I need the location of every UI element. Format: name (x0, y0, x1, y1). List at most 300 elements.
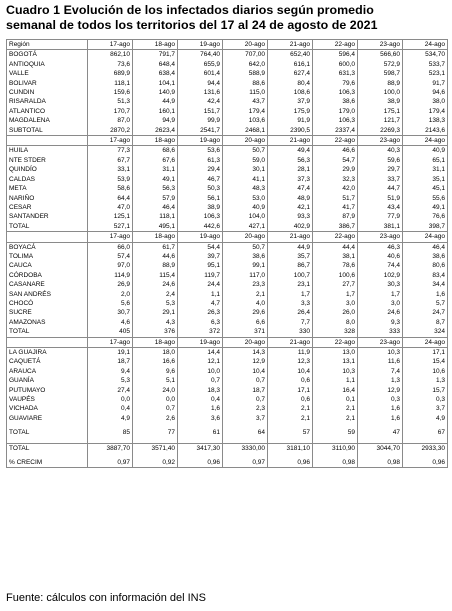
value-cell: 0,7 (223, 395, 268, 404)
value-cell: 67,7 (88, 156, 133, 165)
value-cell: 121,7 (358, 116, 403, 125)
value-cell: 2,4 (133, 290, 178, 299)
row-label: NTE STDER (7, 156, 88, 165)
value-cell: 78,6 (313, 261, 358, 270)
value-cell: 46,3 (358, 242, 403, 252)
date-header-cell: 23-ago (358, 40, 403, 50)
value-cell: 655,9 (178, 60, 223, 69)
value-cell: 23,1 (268, 280, 313, 289)
value-cell: 0,4 (88, 404, 133, 413)
value-cell: 12,1 (178, 357, 223, 366)
value-cell: 44,6 (133, 252, 178, 261)
row-label: LA GUAJIRA (7, 348, 88, 358)
date-header-cell: 20-ago (223, 136, 268, 146)
table-row (7, 348, 448, 358)
row-label: CESAR (7, 203, 88, 212)
row-label: CUNDIN (7, 88, 88, 97)
value-cell: 8,7 (403, 318, 448, 327)
value-cell: 61,7 (133, 242, 178, 252)
value-cell: 26,4 (268, 308, 313, 317)
value-cell: 330 (268, 327, 313, 337)
date-header-cell: 18-ago (133, 40, 178, 50)
value-cell: 48,3 (223, 184, 268, 193)
value-cell: 324 (403, 327, 448, 337)
date-header-cell: 19-ago (178, 232, 223, 242)
value-cell: 24,6 (358, 308, 403, 317)
value-cell: 100,6 (313, 271, 358, 280)
value-cell: 3181,10 (268, 443, 313, 453)
table-row (7, 357, 448, 366)
value-cell: 61,3 (178, 156, 223, 165)
value-cell: 104,1 (133, 79, 178, 88)
value-cell: 2,1 (268, 414, 313, 423)
table-row (7, 414, 448, 423)
value-cell: 38,9 (358, 97, 403, 106)
value-cell: 627,4 (268, 69, 313, 78)
table-row (7, 116, 448, 125)
value-cell: 600,0 (313, 60, 358, 69)
value-cell: 67,6 (133, 156, 178, 165)
value-cell: 0,0 (133, 395, 178, 404)
header-row (7, 136, 448, 146)
value-cell: 94,9 (133, 116, 178, 125)
value-cell: 18,3 (178, 386, 223, 395)
value-cell: 106,3 (313, 116, 358, 125)
date-header-cell: 22-ago (313, 232, 358, 242)
value-cell: 24,6 (133, 280, 178, 289)
value-cell: 118,1 (88, 79, 133, 88)
date-header-cell: 17-ago (88, 40, 133, 50)
value-cell: 15,7 (403, 386, 448, 395)
value-cell: 108,6 (268, 88, 313, 97)
value-cell: 6,3 (178, 318, 223, 327)
value-cell: 79,6 (313, 79, 358, 88)
value-cell: 376 (133, 327, 178, 337)
value-cell: 64 (223, 428, 268, 437)
value-cell: 140,9 (133, 88, 178, 97)
value-cell: 2870,2 (88, 126, 133, 136)
value-cell: 16,6 (133, 357, 178, 366)
value-cell: 100,7 (268, 271, 313, 280)
value-cell: 17,1 (268, 386, 313, 395)
value-cell: 652,40 (268, 50, 313, 60)
row-label: VAUPÉS (7, 395, 88, 404)
date-header-cell: 18-ago (133, 232, 178, 242)
table-row (7, 386, 448, 395)
value-cell: 3330,00 (223, 443, 268, 453)
table-row (7, 50, 448, 60)
row-label: % CRECIM (7, 458, 88, 468)
value-cell: 57 (268, 428, 313, 437)
value-cell: 1,1 (313, 376, 358, 385)
value-cell: 27,7 (313, 280, 358, 289)
value-cell: 77 (133, 428, 178, 437)
value-cell: 12,3 (268, 357, 313, 366)
date-header-cell: 24-ago (403, 40, 448, 50)
value-cell: 131,6 (178, 88, 223, 97)
value-cell: 93,3 (268, 212, 313, 221)
value-cell: 3887,70 (88, 443, 133, 453)
value-cell: 707,00 (223, 50, 268, 60)
value-cell: 527,1 (88, 222, 133, 232)
value-cell: 3,3 (268, 299, 313, 308)
value-cell: 427,1 (223, 222, 268, 232)
value-cell: 97,0 (88, 261, 133, 270)
value-cell: 631,3 (313, 69, 358, 78)
table-row (7, 184, 448, 193)
value-cell: 28,1 (268, 165, 313, 174)
value-cell: 54,4 (178, 242, 223, 252)
value-cell: 179,0 (313, 107, 358, 116)
value-cell: 791,7 (133, 50, 178, 60)
value-cell: 23,3 (223, 280, 268, 289)
value-cell: 26,9 (88, 280, 133, 289)
value-cell: 533,7 (403, 60, 448, 69)
value-cell: 3571,40 (133, 443, 178, 453)
value-cell: 1,7 (268, 290, 313, 299)
value-cell: 5,3 (133, 299, 178, 308)
value-cell: 99,9 (178, 116, 223, 125)
value-cell: 18,7 (88, 357, 133, 366)
value-cell: 35,7 (268, 252, 313, 261)
value-cell: 56,1 (178, 194, 223, 203)
value-cell: 33,7 (358, 175, 403, 184)
value-cell: 85 (88, 428, 133, 437)
value-cell: 38,6 (403, 252, 448, 261)
value-cell: 371 (223, 327, 268, 337)
value-cell: 56,3 (268, 156, 313, 165)
value-cell: 32,3 (313, 175, 358, 184)
value-cell: 398,7 (403, 222, 448, 232)
row-label: QUINDÍO (7, 165, 88, 174)
value-cell: 10,4 (268, 367, 313, 376)
value-cell: 1,7 (313, 290, 358, 299)
table-row (7, 107, 448, 116)
value-cell: 29,1 (133, 308, 178, 317)
value-cell: 14,4 (178, 348, 223, 358)
value-cell: 65,1 (403, 156, 448, 165)
table-row (7, 318, 448, 327)
row-label: SAN ANDRÉS (7, 290, 88, 299)
row-label: VICHADA (7, 404, 88, 413)
value-cell: 8,0 (313, 318, 358, 327)
table-row (7, 271, 448, 280)
value-cell: 76,6 (403, 212, 448, 221)
value-cell: 2,1 (223, 290, 268, 299)
value-cell: 1,7 (358, 290, 403, 299)
table-row (7, 308, 448, 317)
value-cell: 80,4 (268, 79, 313, 88)
table-row (7, 203, 448, 212)
value-cell: 50,7 (223, 242, 268, 252)
value-cell: 59 (313, 428, 358, 437)
value-cell: 74,4 (358, 261, 403, 270)
value-cell: 54,7 (313, 156, 358, 165)
value-cell: 159,6 (88, 88, 133, 97)
value-cell: 138,3 (403, 116, 448, 125)
value-cell: 3,6 (178, 414, 223, 423)
table-row (7, 404, 448, 413)
header-row (7, 232, 448, 242)
value-cell: 0,0 (88, 395, 133, 404)
value-cell: 0,7 (133, 404, 178, 413)
value-cell: 88,9 (358, 79, 403, 88)
value-cell: 50,3 (178, 184, 223, 193)
value-cell: 3,0 (358, 299, 403, 308)
value-cell: 9,3 (358, 318, 403, 327)
value-cell: 41,1 (223, 175, 268, 184)
row-label: CHOCÓ (7, 299, 88, 308)
table-row (7, 290, 448, 299)
value-cell: 30,3 (358, 280, 403, 289)
value-cell: 15,4 (403, 357, 448, 366)
value-cell: 46,7 (178, 175, 223, 184)
table-row (7, 194, 448, 203)
row-label: META (7, 184, 88, 193)
value-cell: 47 (358, 428, 403, 437)
value-cell: 29,6 (223, 308, 268, 317)
value-cell: 5,7 (403, 299, 448, 308)
row-label: GUAVIARE (7, 414, 88, 423)
value-cell: 572,9 (358, 60, 403, 69)
value-cell: 2390,5 (268, 126, 313, 136)
value-cell: 40,3 (358, 146, 403, 156)
value-cell: 170,7 (88, 107, 133, 116)
value-cell: 9,4 (88, 367, 133, 376)
table-row (7, 79, 448, 88)
value-cell: 1,6 (403, 290, 448, 299)
row-label: PUTUMAYO (7, 386, 88, 395)
table-row (7, 327, 448, 337)
value-cell: 10,4 (223, 367, 268, 376)
value-cell: 10,0 (178, 367, 223, 376)
value-cell: 53,6 (178, 146, 223, 156)
row-label: SUBTOTAL (7, 126, 88, 136)
value-cell: 0,7 (178, 376, 223, 385)
date-header-cell: 19-ago (178, 136, 223, 146)
value-cell: 10,3 (358, 348, 403, 358)
value-cell: 47,4 (268, 184, 313, 193)
value-cell: 11,6 (358, 357, 403, 366)
value-cell: 49,1 (403, 203, 448, 212)
date-header-cell: 21-ago (268, 136, 313, 146)
date-header-cell: 19-ago (178, 40, 223, 50)
value-cell: 648,4 (133, 60, 178, 69)
source-note: Fuente: cálculos con información del INS (6, 592, 206, 604)
value-cell: 5,1 (133, 376, 178, 385)
value-cell: 53,0 (223, 194, 268, 203)
value-cell: 77,9 (358, 212, 403, 221)
table-row (7, 175, 448, 184)
row-label: RISARALDA (7, 97, 88, 106)
value-cell: 38,1 (313, 252, 358, 261)
table-row (7, 222, 448, 232)
table-row (7, 146, 448, 156)
date-header-cell: 21-ago (268, 40, 313, 50)
value-cell: 104,0 (223, 212, 268, 221)
value-cell: 43,4 (358, 203, 403, 212)
value-cell: 57,4 (88, 252, 133, 261)
value-cell: 58,6 (88, 184, 133, 193)
table-row (7, 443, 448, 453)
value-cell: 99,1 (223, 261, 268, 270)
value-cell: 114,9 (88, 271, 133, 280)
header-row (7, 337, 448, 347)
value-cell: 44,9 (133, 97, 178, 106)
row-label: BOLIVAR (7, 79, 88, 88)
date-header-cell: 22-ago (313, 40, 358, 50)
value-cell: 0,98 (358, 458, 403, 468)
value-cell: 13,0 (313, 348, 358, 358)
value-cell: 37,9 (268, 97, 313, 106)
row-label (7, 337, 88, 347)
value-cell: 0,96 (403, 458, 448, 468)
value-cell: 18,7 (223, 386, 268, 395)
value-cell: 49,4 (268, 146, 313, 156)
value-cell: 56,3 (133, 184, 178, 193)
value-cell: 30,1 (223, 165, 268, 174)
date-header-cell: 18-ago (133, 337, 178, 347)
value-cell: 41,7 (313, 203, 358, 212)
value-cell: 59,6 (358, 156, 403, 165)
row-label: BOYACÁ (7, 242, 88, 252)
value-cell: 0,1 (313, 395, 358, 404)
value-cell: 2468,1 (223, 126, 268, 136)
row-label: HUILA (7, 146, 88, 156)
value-cell: 0,96 (178, 458, 223, 468)
value-cell: 115,4 (133, 271, 178, 280)
row-label: CÓRDOBA (7, 271, 88, 280)
value-cell: 38,0 (403, 97, 448, 106)
date-header-cell: 20-ago (223, 337, 268, 347)
value-cell: 764,40 (178, 50, 223, 60)
value-cell: 80,6 (403, 261, 448, 270)
value-cell: 59,0 (223, 156, 268, 165)
value-cell: 26,3 (178, 308, 223, 317)
value-cell: 50,7 (223, 146, 268, 156)
table-row (7, 458, 448, 468)
date-header-cell: 24-ago (403, 232, 448, 242)
value-cell: 27,4 (88, 386, 133, 395)
table-body (7, 40, 448, 468)
row-label: MAGDALENA (7, 116, 88, 125)
value-cell: 2337,4 (313, 126, 358, 136)
date-header-cell: 18-ago (133, 136, 178, 146)
value-cell: 2,1 (313, 404, 358, 413)
value-cell: 1,1 (178, 290, 223, 299)
value-cell: 40,9 (223, 203, 268, 212)
value-cell: 7,4 (358, 367, 403, 376)
value-cell: 4,9 (403, 414, 448, 423)
value-cell: 91,7 (403, 79, 448, 88)
row-label: ARAUCA (7, 367, 88, 376)
row-label: TOTAL (7, 327, 88, 337)
value-cell: 66,0 (88, 242, 133, 252)
value-cell: 179,4 (223, 107, 268, 116)
value-cell: 381,1 (358, 222, 403, 232)
value-cell: 5,6 (88, 299, 133, 308)
value-cell: 1,6 (358, 414, 403, 423)
value-cell: 0,97 (223, 458, 268, 468)
value-cell: 175,9 (268, 107, 313, 116)
value-cell: 51,3 (88, 97, 133, 106)
value-cell: 1,3 (358, 376, 403, 385)
value-cell: 86,7 (268, 261, 313, 270)
value-cell: 39,7 (178, 252, 223, 261)
value-cell: 2,0 (88, 290, 133, 299)
value-cell: 333 (358, 327, 403, 337)
value-cell: 3417,30 (178, 443, 223, 453)
value-cell: 0,3 (358, 395, 403, 404)
value-cell: 13,1 (313, 357, 358, 366)
value-cell: 68,6 (133, 146, 178, 156)
row-label: TOTAL (7, 428, 88, 437)
value-cell: 601,4 (178, 69, 223, 78)
date-header-cell: 22-ago (313, 337, 358, 347)
value-cell: 49,1 (133, 175, 178, 184)
value-cell: 598,7 (358, 69, 403, 78)
value-cell: 55,6 (403, 194, 448, 203)
value-cell: 42,1 (268, 203, 313, 212)
row-label: TOLIMA (7, 252, 88, 261)
header-row (7, 40, 448, 50)
value-cell: 3,7 (403, 404, 448, 413)
date-header-cell: 21-ago (268, 337, 313, 347)
value-cell: 73,6 (88, 60, 133, 69)
value-cell: 523,1 (403, 69, 448, 78)
value-cell: 495,1 (133, 222, 178, 232)
value-cell: 40,9 (403, 146, 448, 156)
value-cell: 117,0 (223, 271, 268, 280)
value-cell: 862,10 (88, 50, 133, 60)
value-cell: 3044,70 (358, 443, 403, 453)
value-cell: 2269,3 (358, 126, 403, 136)
infections-table (6, 39, 448, 468)
value-cell: 4,9 (88, 414, 133, 423)
value-cell: 2541,7 (178, 126, 223, 136)
value-cell: 118,1 (133, 212, 178, 221)
value-cell: 51,9 (358, 194, 403, 203)
value-cell: 42,0 (313, 184, 358, 193)
value-cell: 0,3 (403, 395, 448, 404)
value-cell: 0,96 (268, 458, 313, 468)
value-cell: 372 (178, 327, 223, 337)
value-cell: 689,9 (88, 69, 133, 78)
row-label: ATLANTICO (7, 107, 88, 116)
value-cell: 534,70 (403, 50, 448, 60)
value-cell: 115,0 (223, 88, 268, 97)
value-cell: 151,7 (178, 107, 223, 116)
value-cell: 405 (88, 327, 133, 337)
value-cell: 57,9 (133, 194, 178, 203)
row-label: CAQUETÁ (7, 357, 88, 366)
row-label (7, 232, 88, 242)
value-cell: 0,7 (223, 376, 268, 385)
table-row (7, 97, 448, 106)
value-cell: 566,60 (358, 50, 403, 60)
value-cell: 37,3 (268, 175, 313, 184)
value-cell: 402,9 (268, 222, 313, 232)
date-header-cell: 22-ago (313, 136, 358, 146)
value-cell: 94,4 (178, 79, 223, 88)
value-cell: 0,4 (178, 395, 223, 404)
value-cell: 24,0 (133, 386, 178, 395)
value-cell: 44,7 (358, 184, 403, 193)
value-cell: 3,7 (223, 414, 268, 423)
value-cell: 5,3 (88, 376, 133, 385)
value-cell: 29,4 (178, 165, 223, 174)
value-cell: 175,1 (358, 107, 403, 116)
